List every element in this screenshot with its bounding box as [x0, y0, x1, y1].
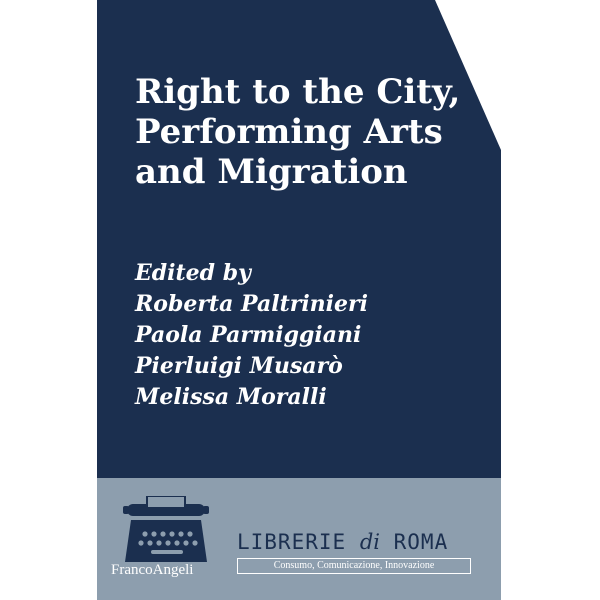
series-title-part-1: LIBRERIE	[237, 530, 347, 554]
series-title-part-2: di	[359, 530, 380, 554]
publisher-logo: FrancoAngeli	[111, 562, 194, 578]
title-line-1: Right to the City,	[135, 72, 461, 112]
book-cover	[97, 0, 501, 600]
editor-name-4: Melissa Moralli	[135, 384, 327, 410]
editor-name-1: Roberta Paltrinieri	[135, 291, 368, 317]
series-title	[237, 530, 448, 554]
series-subtitle: Consumo, Comunicazione, Innovazione	[237, 558, 471, 574]
book-title	[135, 72, 475, 192]
typewriter-icon	[123, 496, 209, 566]
title-line-3: and Migration	[135, 152, 408, 192]
series-title-part-3: ROMA	[393, 530, 449, 554]
series-band	[97, 478, 501, 600]
editor-name-2: Paola Parmiggiani	[135, 322, 362, 348]
edited-by-label: Edited by	[135, 260, 251, 286]
title-line-2: Performing Arts	[135, 112, 443, 152]
editors-block	[135, 258, 475, 413]
editor-name-3: Pierluigi Musarò	[135, 353, 343, 379]
